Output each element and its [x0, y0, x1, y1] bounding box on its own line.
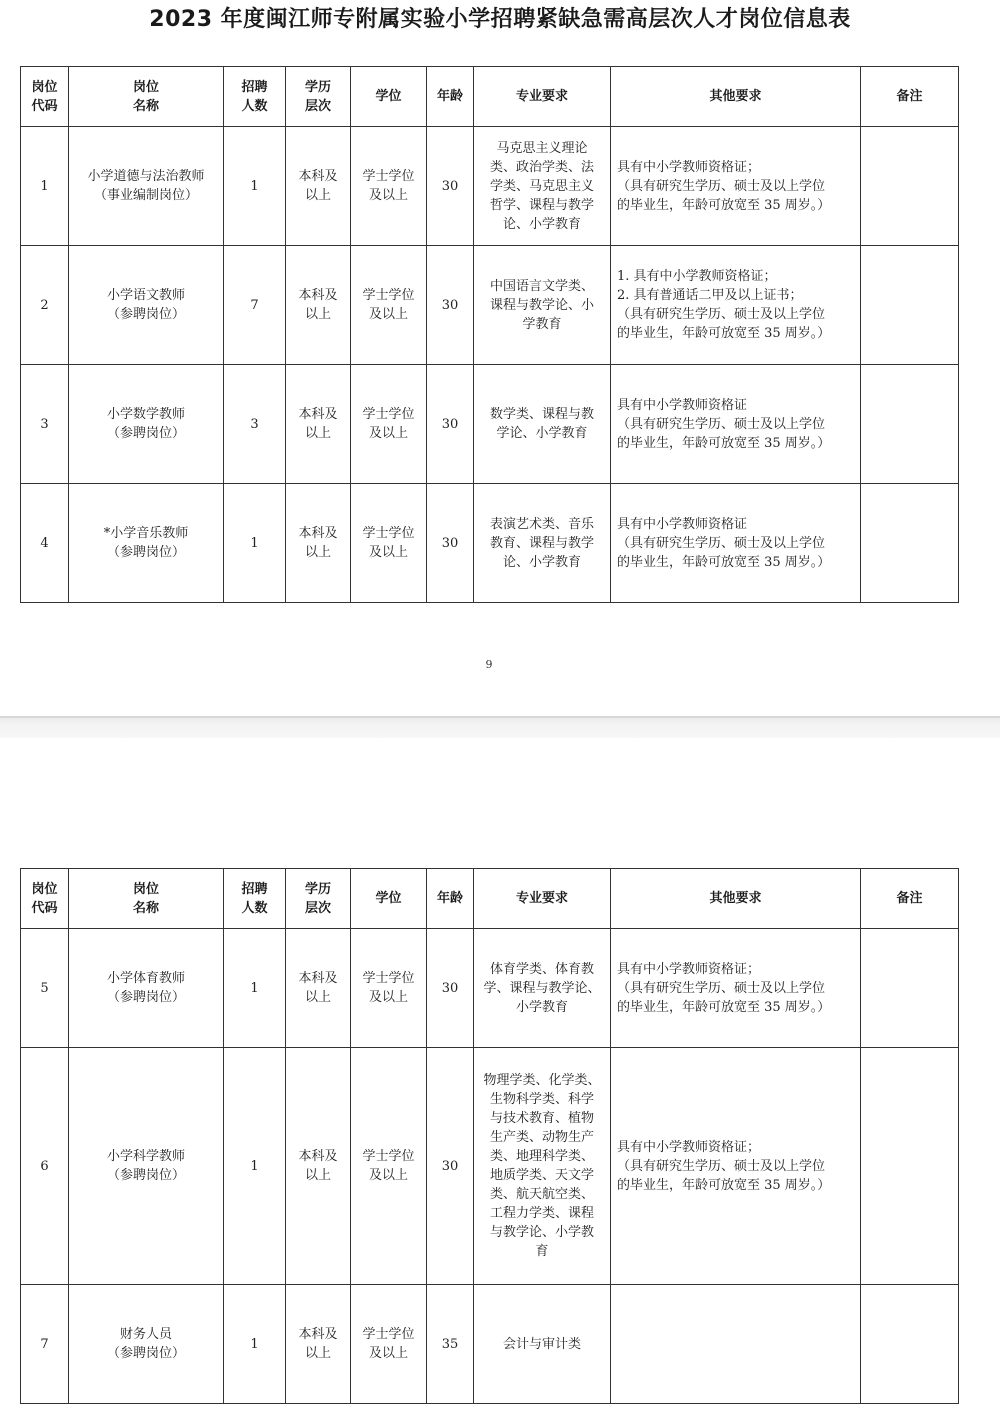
- page-separator-edge: [0, 716, 1000, 718]
- cell-age: 30: [427, 127, 474, 246]
- job-table-page-1: [20, 66, 959, 603]
- cell-code: 7: [21, 1285, 69, 1404]
- header-major: 专业要求: [474, 869, 611, 929]
- cell-degree: 学士学位 及以上: [351, 1048, 427, 1285]
- cell-other: 具有中小学教师资格证； （具有研究生学历、硕士及以上学位 的毕业生，年龄可放宽至 35 周岁。）: [611, 929, 861, 1048]
- cell-education: 本科及 以上: [286, 365, 351, 484]
- cell-name: 财务人员 （参聘岗位）: [69, 1285, 224, 1404]
- cell-degree: 学士学位 及以上: [351, 127, 427, 246]
- cell-remark: [861, 1048, 959, 1285]
- header-remark: 备注: [861, 67, 959, 127]
- cell-major: 会计与审计类: [474, 1285, 611, 1404]
- table-row: [21, 1285, 959, 1404]
- cell-education: 本科及 以上: [286, 484, 351, 603]
- page-number: 9: [485, 658, 493, 671]
- table-header-row: [21, 67, 959, 127]
- cell-code: 1: [21, 127, 69, 246]
- table-row: [21, 484, 959, 603]
- header-code: 岗位 代码: [21, 869, 69, 929]
- cell-code: 6: [21, 1048, 69, 1285]
- cell-remark: [861, 246, 959, 365]
- table-row: [21, 127, 959, 246]
- cell-remark: [861, 365, 959, 484]
- cell-degree: 学士学位 及以上: [351, 365, 427, 484]
- header-count: 招聘 人数: [224, 869, 286, 929]
- header-age: 年龄: [427, 67, 474, 127]
- cell-count: 1: [224, 929, 286, 1048]
- cell-count: 3: [224, 365, 286, 484]
- cell-other: 1. 具有中小学教师资格证； 2. 具有普通话二甲及以上证书； （具有研究生学历、硕士及以上学位 的毕业生，年龄可放宽至 35 周岁。）: [611, 246, 861, 365]
- cell-remark: [861, 1285, 959, 1404]
- header-other: 其他要求: [611, 67, 861, 127]
- cell-name: 小学体育教师 （参聘岗位）: [69, 929, 224, 1048]
- header-education: 学历 层次: [286, 67, 351, 127]
- cell-count: 1: [224, 127, 286, 246]
- cell-code: 2: [21, 246, 69, 365]
- cell-age: 30: [427, 929, 474, 1048]
- cell-name: 小学语文教师 （参聘岗位）: [69, 246, 224, 365]
- cell-code: 4: [21, 484, 69, 603]
- cell-other: 具有中小学教师资格证 （具有研究生学历、硕士及以上学位 的毕业生，年龄可放宽至 35 周岁。）: [611, 484, 861, 603]
- header-code: 岗位 代码: [21, 67, 69, 127]
- cell-remark: [861, 127, 959, 246]
- cell-age: 30: [427, 1048, 474, 1285]
- cell-degree: 学士学位 及以上: [351, 1285, 427, 1404]
- cell-education: 本科及 以上: [286, 929, 351, 1048]
- cell-major: 表演艺术类、音乐 教育、课程与教学 论、小学教育: [474, 484, 611, 603]
- cell-degree: 学士学位 及以上: [351, 484, 427, 603]
- header-education: 学历 层次: [286, 869, 351, 929]
- header-other: 其他要求: [611, 869, 861, 929]
- cell-education: 本科及 以上: [286, 1048, 351, 1285]
- cell-education: 本科及 以上: [286, 246, 351, 365]
- table-row: [21, 929, 959, 1048]
- document-title: 2023 年度闽江师专附属实验小学招聘紧缺急需高层次人才岗位信息表: [149, 7, 851, 32]
- header-count: 招聘 人数: [224, 67, 286, 127]
- header-name: 岗位 名称: [69, 869, 224, 929]
- cell-name: 小学道德与法治教师 （事业编制岗位）: [69, 127, 224, 246]
- cell-major: 体育学类、体育教 学、课程与教学论、 小学教育: [474, 929, 611, 1048]
- cell-education: 本科及 以上: [286, 1285, 351, 1404]
- cell-count: 1: [224, 1285, 286, 1404]
- cell-degree: 学士学位 及以上: [351, 929, 427, 1048]
- cell-major: 马克思主义理论 类、政治学类、法 学类、马克思主义 哲学、课程与教学 论、小学教育: [474, 127, 611, 246]
- cell-count: 1: [224, 1048, 286, 1285]
- cell-remark: [861, 484, 959, 603]
- cell-code: 5: [21, 929, 69, 1048]
- cell-name: 小学数学教师 （参聘岗位）: [69, 365, 224, 484]
- table-row: [21, 246, 959, 365]
- cell-degree: 学士学位 及以上: [351, 246, 427, 365]
- job-table-page-2: [20, 868, 959, 1404]
- header-name: 岗位 名称: [69, 67, 224, 127]
- cell-other: 具有中小学教师资格证； （具有研究生学历、硕士及以上学位 的毕业生，年龄可放宽至 35 周岁。）: [611, 127, 861, 246]
- cell-major: 中国语言文学类、 课程与教学论、小 学教育: [474, 246, 611, 365]
- table-row: [21, 1048, 959, 1285]
- header-degree: 学位: [351, 67, 427, 127]
- cell-education: 本科及 以上: [286, 127, 351, 246]
- cell-major: 物理学类、化学类、 生物科学类、科学 与技术教育、植物 生产类、动物生产 类、地理科学类、 地质学类、天文学 类、航天航空类、 工程力学类、课程 与教学论、小学教 育: [474, 1048, 611, 1285]
- header-remark: 备注: [861, 869, 959, 929]
- cell-code: 3: [21, 365, 69, 484]
- cell-count: 1: [224, 484, 286, 603]
- cell-age: 30: [427, 484, 474, 603]
- table-row: [21, 365, 959, 484]
- cell-other: [611, 1285, 861, 1404]
- cell-age: 30: [427, 365, 474, 484]
- header-age: 年龄: [427, 869, 474, 929]
- cell-remark: [861, 929, 959, 1048]
- cell-other: 具有中小学教师资格证； （具有研究生学历、硕士及以上学位 的毕业生，年龄可放宽至 35 周岁。）: [611, 1048, 861, 1285]
- cell-name: 小学科学教师 （参聘岗位）: [69, 1048, 224, 1285]
- cell-age: 35: [427, 1285, 474, 1404]
- header-degree: 学位: [351, 869, 427, 929]
- cell-age: 30: [427, 246, 474, 365]
- cell-major: 数学类、课程与教 学论、小学教育: [474, 365, 611, 484]
- cell-name: *小学音乐教师 （参聘岗位）: [69, 484, 224, 603]
- cell-other: 具有中小学教师资格证 （具有研究生学历、硕士及以上学位 的毕业生，年龄可放宽至 35 周岁。）: [611, 365, 861, 484]
- table-header-row: [21, 869, 959, 929]
- page-separator: [0, 716, 1000, 738]
- cell-count: 7: [224, 246, 286, 365]
- header-major: 专业要求: [474, 67, 611, 127]
